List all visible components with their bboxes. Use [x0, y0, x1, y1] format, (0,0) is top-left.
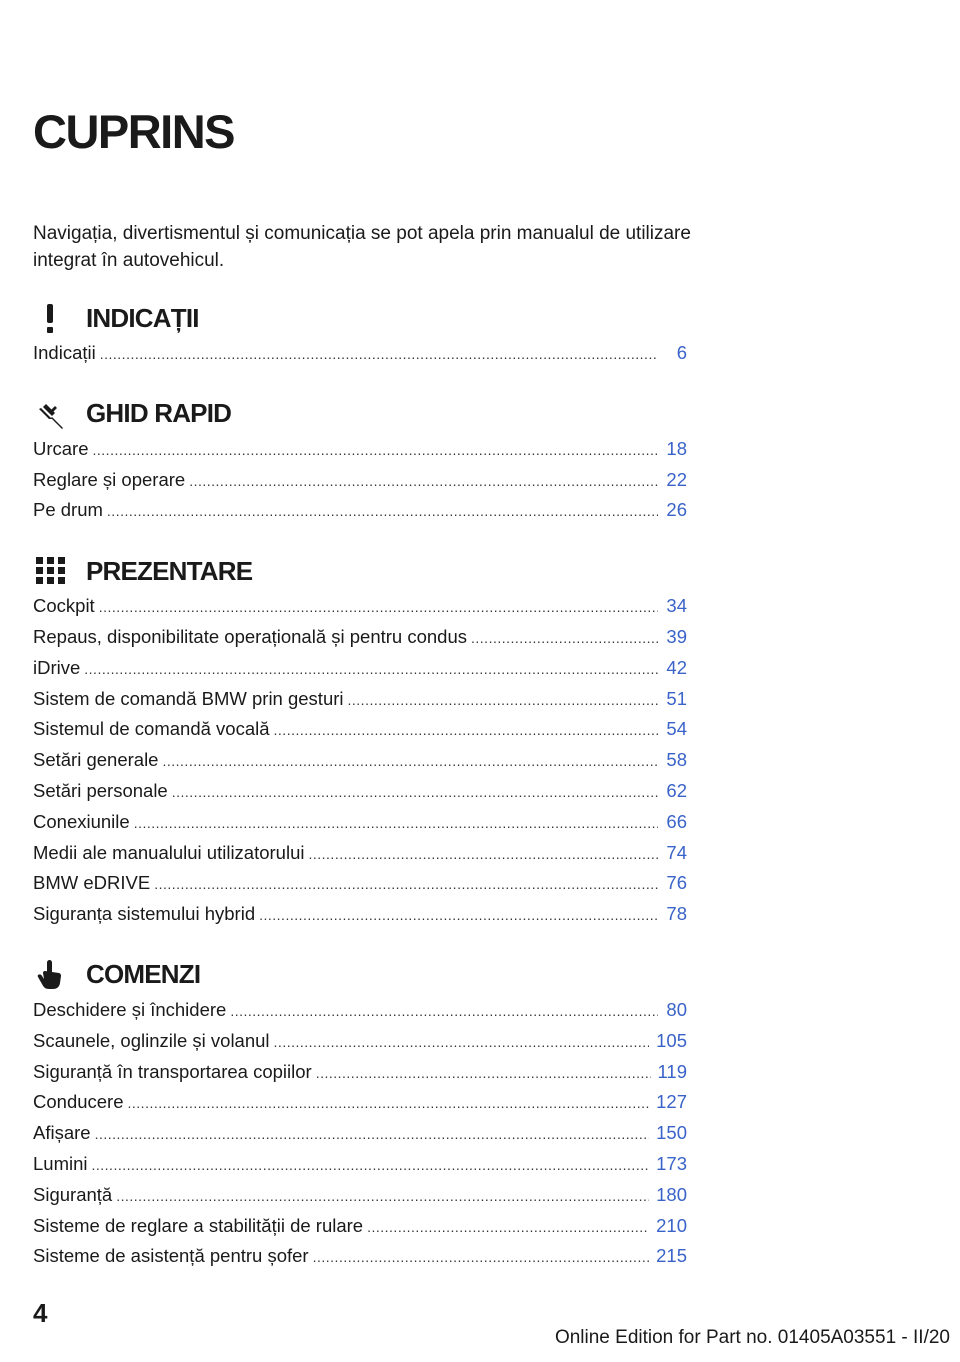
toc-entry[interactable] [33, 1245, 687, 1276]
toc-page-link[interactable]: 22 [666, 468, 687, 490]
toc-page-link[interactable]: 42 [666, 656, 687, 678]
toc-entry[interactable] [33, 999, 687, 1030]
toc-entry-label: Sistem de comandă BMW prin gesturi [33, 687, 344, 709]
section-heading [33, 392, 687, 436]
toc-entry[interactable] [33, 469, 687, 500]
dot-leader [259, 907, 658, 923]
dot-leader [367, 1219, 649, 1235]
toc-entry[interactable] [33, 626, 687, 657]
toc-page-link[interactable]: 54 [666, 718, 687, 740]
dot-leader [84, 661, 658, 677]
toc-entry-label: Reglare și operare [33, 468, 186, 490]
toc-page-link[interactable]: 74 [666, 841, 687, 863]
toc-entry-label: Setări personale [33, 779, 168, 801]
toc-page-link[interactable]: 66 [666, 810, 687, 832]
toc-entry[interactable] [33, 595, 687, 626]
toc-page-link[interactable]: 127 [656, 1091, 687, 1113]
toc-page-link[interactable]: 18 [666, 437, 687, 459]
pushpin-icon [33, 398, 69, 430]
toc-entry[interactable] [33, 903, 687, 934]
toc-entry-label: Siguranța sistemului hybrid [33, 903, 256, 925]
toc-page-link[interactable]: 34 [666, 595, 687, 617]
toc-entry-label: Sisteme de asistență pentru șofer [33, 1245, 309, 1267]
toc-entry[interactable] [33, 1030, 687, 1061]
toc-page-link[interactable]: 215 [656, 1245, 687, 1267]
grid-icon [33, 555, 69, 587]
dot-leader [316, 1065, 651, 1081]
toc-entry-label: iDrive [33, 656, 81, 678]
section-title: INDICAȚII [86, 302, 199, 333]
toc-entry-label: Pe drum [33, 499, 103, 521]
toc-entry[interactable] [33, 780, 687, 811]
toc-entry[interactable] [33, 1153, 687, 1184]
exclamation-icon [33, 302, 69, 334]
dot-leader [92, 1157, 650, 1173]
dot-leader [162, 753, 658, 769]
toc-entry[interactable] [33, 688, 687, 719]
dot-leader [154, 876, 658, 892]
toc-entry[interactable] [33, 499, 687, 530]
section-heading [33, 296, 687, 340]
dot-leader [189, 473, 658, 489]
toc-entry-label: Lumini [33, 1152, 88, 1174]
dot-leader [308, 846, 658, 862]
toc-entry[interactable] [33, 718, 687, 749]
dot-leader [274, 722, 658, 738]
toc-section [33, 549, 687, 934]
toc-entry-label: Siguranță în transportarea copiilor [33, 1060, 312, 1082]
toc-entry[interactable] [33, 749, 687, 780]
toc-page-link[interactable]: 39 [666, 625, 687, 647]
section-title: GHID RAPID [86, 398, 232, 429]
section-heading [33, 549, 687, 593]
toc-entry-label: Afișare [33, 1122, 91, 1144]
toc-page-link[interactable]: 105 [656, 1029, 687, 1051]
toc-entry-label: Repaus, disponibilitate operațională și pentru condus [33, 625, 468, 647]
toc-entry[interactable] [33, 842, 687, 873]
dot-leader [471, 630, 658, 646]
toc-entry-label: Scaunele, oglinzile și volanul [33, 1029, 270, 1051]
toc-entry-label: Urcare [33, 437, 89, 459]
section-title: COMENZI [86, 959, 201, 990]
toc-entry[interactable] [33, 1061, 687, 1092]
intro-text: Navigația, divertismentul și comunicația se pot apela prin manualul de utilizare integrat în autovehicul. [33, 223, 691, 271]
dot-leader [99, 599, 658, 615]
toc-entry-label: Conducere [33, 1091, 124, 1113]
toc-page-link[interactable]: 58 [666, 749, 687, 771]
toc-entry[interactable] [33, 1184, 687, 1215]
page-number: 4 [33, 1298, 48, 1328]
toc-entry[interactable] [33, 1215, 687, 1246]
toc-entry-label: BMW eDRIVE [33, 872, 151, 894]
dot-leader [93, 442, 658, 458]
toc-section [33, 296, 687, 373]
page-title: CUPRINS [33, 105, 235, 158]
dot-leader [348, 692, 658, 708]
toc-page-link[interactable]: 150 [656, 1122, 687, 1144]
dot-leader [172, 784, 658, 800]
toc-section [33, 392, 687, 530]
toc-entry[interactable] [33, 657, 687, 688]
toc-entry-label: Indicații [33, 342, 96, 363]
toc-entry-label: Deschidere și închidere [33, 998, 227, 1020]
toc-page-link[interactable]: 78 [666, 903, 687, 925]
toc-entry[interactable] [33, 1122, 687, 1153]
toc-page-link[interactable]: 51 [666, 687, 687, 709]
toc-entry[interactable] [33, 438, 687, 469]
toc-entry-label: Setări generale [33, 749, 159, 771]
toc-entry-label: Medii ale manualului utilizatorului [33, 841, 305, 863]
toc-page-link[interactable]: 76 [666, 872, 687, 894]
section-title: PREZENTARE [86, 555, 253, 586]
toc-page-link[interactable]: 26 [666, 499, 687, 521]
toc-entry-label: Conexiunile [33, 810, 130, 832]
dot-leader [100, 346, 658, 362]
toc-entry[interactable] [33, 872, 687, 903]
toc-page-link[interactable]: 6 [676, 342, 687, 363]
toc-page-link[interactable]: 62 [666, 779, 687, 801]
toc-section [33, 953, 687, 1276]
dot-leader [116, 1188, 649, 1204]
section-heading [33, 953, 687, 997]
dot-leader [128, 1095, 650, 1111]
toc-page-link[interactable]: 80 [666, 998, 687, 1020]
toc-page-link[interactable]: 180 [656, 1183, 687, 1205]
table-of-contents [33, 296, 687, 1295]
dot-leader [230, 1003, 658, 1019]
dot-leader [107, 503, 658, 519]
toc-entry[interactable] [33, 811, 687, 842]
toc-entry-label: Sisteme de reglare a stabilității de rulare [33, 1214, 364, 1236]
toc-page-link[interactable]: 210 [656, 1214, 687, 1236]
pointing-hand-icon [33, 959, 69, 991]
toc-entry-label: Siguranță [33, 1183, 113, 1205]
toc-page-link[interactable]: 173 [656, 1152, 687, 1174]
toc-entry-label: Sistemul de comandă vocală [33, 718, 270, 740]
footer-edition: Online Edition for Part no. 01405A03551 - II/20 [554, 1327, 950, 1348]
toc-entry-label: Cockpit [33, 595, 95, 617]
dot-leader [95, 1126, 650, 1142]
dot-leader [274, 1034, 650, 1050]
toc-entry[interactable] [33, 1091, 687, 1122]
toc-page-link[interactable]: 119 [657, 1060, 687, 1082]
dot-leader [134, 815, 658, 831]
dot-leader [313, 1249, 650, 1265]
toc-entry[interactable] [33, 342, 687, 373]
